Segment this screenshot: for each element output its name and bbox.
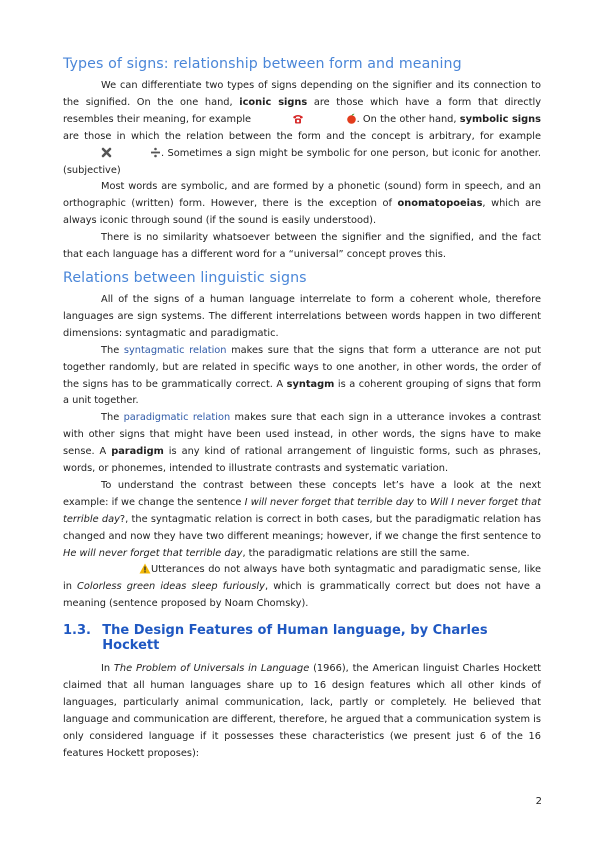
term-syntagmatic-relation: syntagmatic relation [123, 344, 227, 356]
text: , which are always iconic through sound (if the sound is easily understood). [63, 198, 541, 227]
text: . On the other hand, [356, 113, 460, 125]
example-sentence-2: Will I never forget that terrible day [63, 496, 541, 525]
book-title: The Problem of Universals in Language [113, 663, 310, 675]
paragraph-syntagmatic [63, 343, 541, 411]
paragraph-signs-1 [63, 78, 541, 179]
term-paradigmatic-relation: paradigmatic relation [123, 412, 231, 424]
term-iconic-signs: iconic signs [239, 96, 308, 108]
paragraph-signs-3: There is no similarity whatsoever between the signifier and the signified, and the fact that each language has a different word for a “universal” concept proves this. [63, 232, 541, 261]
example-sentence-3: He will never forget that terrible day [63, 547, 243, 559]
text: ?, the syntagmatic relation is correct in both cases, but the paradigmatic relation has changed and now they have two different meanings; however, if we change the first sentence to [63, 513, 541, 542]
heading-relations: Relations between linguistic signs [63, 269, 307, 286]
multiply-icon [63, 147, 112, 160]
example-sentence-1: I will never forget that terrible day [244, 496, 414, 508]
heading-types-of-signs: Types of signs: relationship between form and meaning [63, 56, 462, 72]
paragraph-example [63, 478, 541, 563]
apple-icon [308, 113, 357, 126]
paragraph-paradigmatic [63, 410, 541, 478]
text: . Sometimes a sign might be symbolic for one person, but iconic for another. (subjective) [63, 147, 541, 176]
paragraph-chomsky [63, 562, 541, 613]
text: The [101, 412, 124, 424]
section-title: The Design Features of Human language, by Charles Hockett [102, 623, 488, 654]
term-symbolic-signs: symbolic signs [459, 113, 541, 125]
term-onomatopoeias: onomatopoeias [397, 198, 483, 210]
heading-design-features [63, 623, 541, 653]
text: , the paradigmatic relations are still the same. [242, 547, 470, 559]
text: to [413, 496, 431, 508]
text: (1966), the American linguist Charles Hockett claimed that all human languages share up to 16 design features which all other kinds of languages, particularly animal communication, lack, partly or completely. He believed that language and communication are different, therefore, he argued that a communication system is only considered language if it possesses these characteristics (we present just 6 of the 16 features Hockett proposes): [63, 663, 541, 759]
text: The [101, 344, 124, 356]
telephone-icon [254, 113, 304, 126]
paragraph-relations-1: All of the signs of a human language interrelate to form a coherent whole, therefore languages are sign systems. The different interrelations between words happen in two different dimensions: syntagmatic and paradigmatic. [63, 293, 541, 339]
text: are those in which the relation between the form and the concept is arbitrary, for example [63, 130, 541, 142]
term-syntagm: syntagm [286, 378, 335, 390]
paragraph-hockett [63, 661, 541, 762]
example-chomsky-sentence: Colorless green ideas sleep furiously [77, 581, 265, 593]
section-number: 1.3. [63, 623, 91, 639]
paragraph-signs-2 [63, 179, 541, 230]
text: is a coherent grouping of signs that form a unit together. [63, 378, 542, 407]
warning-icon [101, 563, 151, 576]
document-page [63, 56, 541, 763]
page-number: 2 [535, 796, 542, 807]
text: Most words are symbolic, and are formed by a phonetic (sound) form in speech, and an orthographic (written) form. However, there is the exception of [63, 181, 541, 210]
text: , which is grammatically correct but does not have a meaning (sentence proposed by Noam Chomsky). [63, 581, 542, 610]
text: In [101, 663, 114, 675]
text: makes sure that each sign in a utterance invokes a contrast with other signs that might have been used instead, in other words, the signs have to make sense. A [63, 412, 541, 458]
text: is any kind of rational arrangement of linguistic forms, such as phrases, words, or phonemes, intended to illustrate contrasts and systematic variation. [63, 446, 541, 475]
text: Utterances do not always have both syntagmatic and paradigmatic sense, like in [63, 564, 541, 593]
divide-icon [112, 147, 161, 160]
text: makes sure that the signs that form a utterance are not put together randomly, but are related in specific ways to one another, in other words, the order of the signs has to be grammatically correct. A [63, 344, 542, 390]
term-paradigm: paradigm [111, 446, 164, 458]
text: We can differentiate two types of signs depending on the signifier and its connection to the signified. On the one hand, [63, 80, 541, 108]
text: To understand the contrast between these concepts let’s have a look at the next example: if we change the sentence [63, 479, 541, 508]
text: are those which have a form that directly resembles their meaning, for example [63, 96, 541, 125]
